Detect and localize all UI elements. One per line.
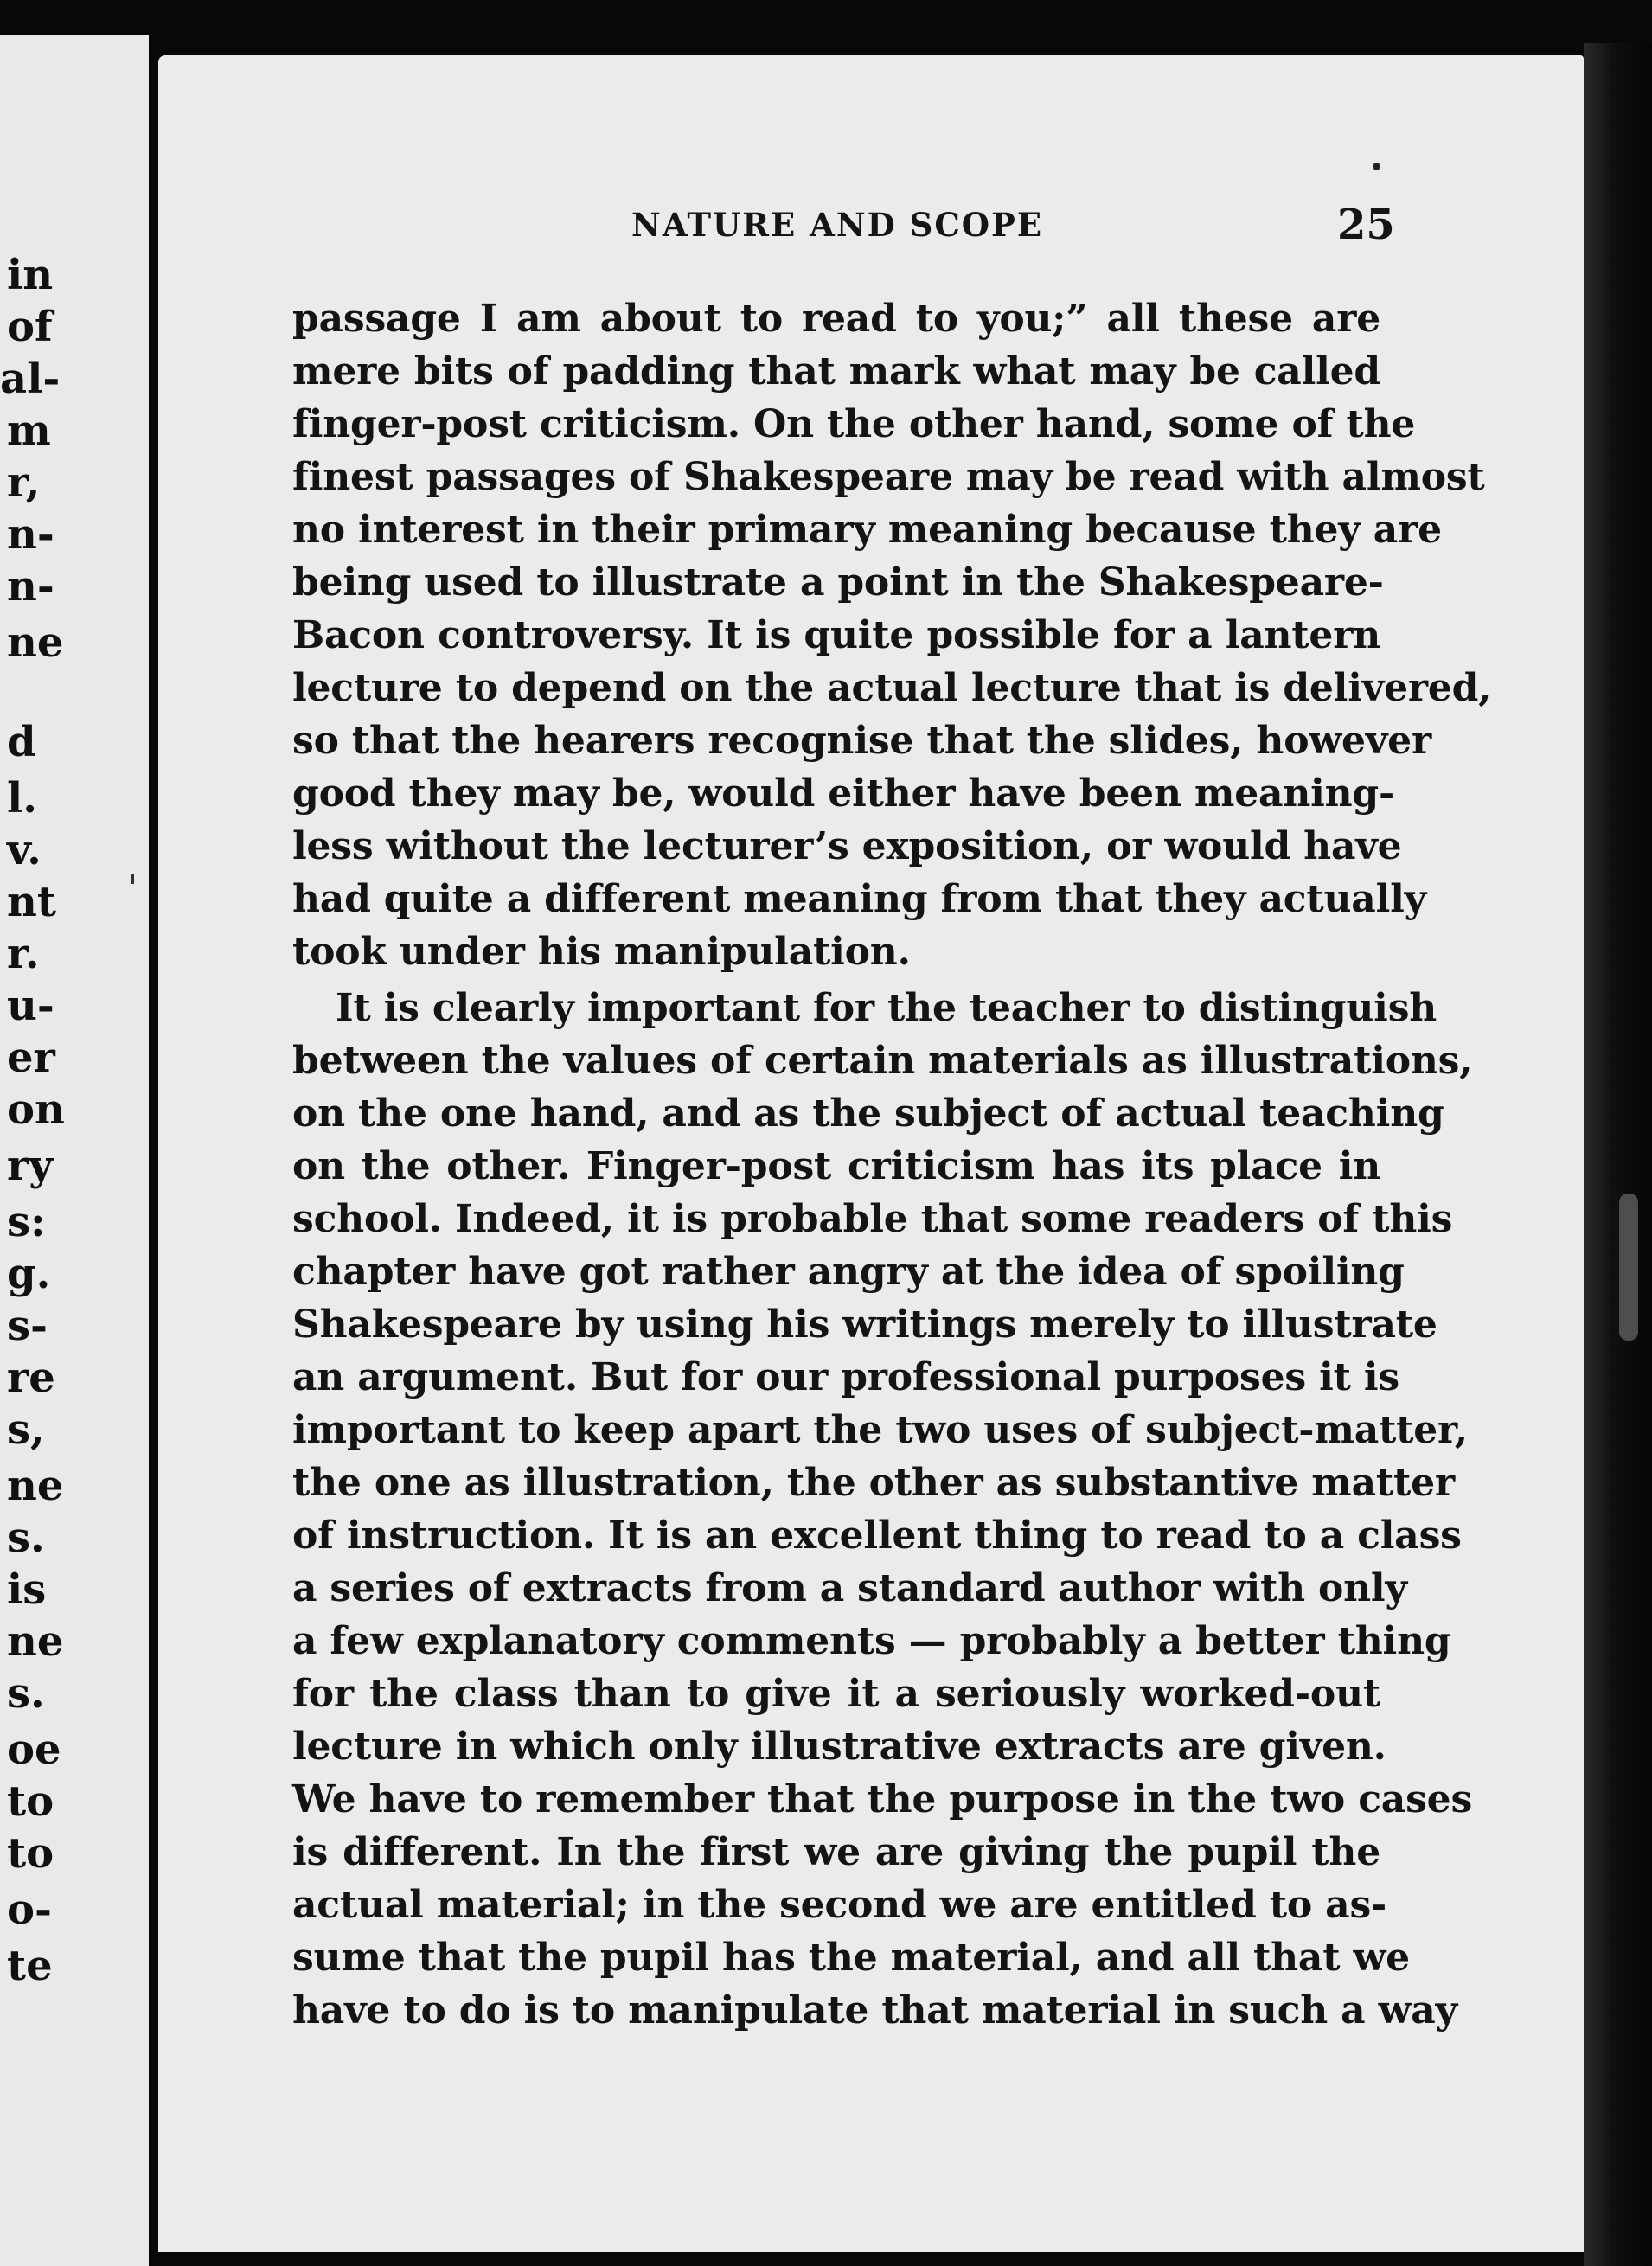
left-page-text-fragment: v.	[7, 826, 42, 874]
left-page-text-fragment: s.	[7, 1514, 45, 1562]
text-line: finest passages of Shakespeare may be read with almost	[292, 455, 1485, 499]
left-page-text-fragment: s-	[7, 1302, 48, 1350]
text-line: have to do is to manipulate that material in such a way	[292, 1988, 1457, 2032]
left-page-text-fragment: ne	[7, 1462, 64, 1510]
left-page-text-fragment: m	[7, 406, 51, 455]
text-line: being used to illustrate a point in the Shakespeare-	[292, 560, 1384, 605]
text-line: Bacon controversy. It is quite possible for a lantern	[292, 613, 1380, 657]
left-page-text-fragment: r,	[7, 458, 41, 507]
text-line: between the values of certain materials as illustrations,	[292, 1039, 1473, 1083]
text-line: We have to remember that the purpose in the two cases	[292, 1777, 1473, 1821]
text-line: is different. In the first we are giving the pupil the	[292, 1830, 1380, 1874]
left-page-text-fragment: d	[7, 718, 36, 766]
left-page-text-fragment: to	[7, 1829, 54, 1878]
left-page-text-fragment: o-	[7, 1885, 52, 1934]
scan-speck	[1373, 163, 1380, 170]
left-page-text-fragment: to	[7, 1777, 54, 1826]
text-line: so that the hearers recognise that the slides, however	[292, 719, 1431, 763]
left-page-fragment	[0, 35, 149, 2266]
text-line: a series of extracts from a standard author with only	[292, 1566, 1407, 1610]
text-line: actual material; in the second we are entitled to as-	[292, 1883, 1387, 1927]
text-line: lecture to depend on the actual lecture that is delivered,	[292, 666, 1492, 710]
left-page-text-fragment: n-	[7, 562, 54, 611]
text-line: on the other. Finger-post criticism has its place in	[292, 1144, 1380, 1188]
text-line: an argument. But for our professional purposes it is	[292, 1355, 1399, 1399]
left-page-text-fragment: s,	[7, 1405, 45, 1454]
text-line: important to keep apart the two uses of subject-matter,	[292, 1408, 1468, 1452]
text-line: less without the lecturer’s exposition, or would have	[292, 824, 1402, 868]
text-line: chapter have got rather angry at the idea of spoiling	[292, 1250, 1405, 1294]
left-page-text-fragment: n-	[7, 510, 54, 559]
left-page-text-fragment: s:	[7, 1198, 46, 1246]
text-line: sume that the pupil has the material, and all that we	[292, 1936, 1410, 1980]
left-page-text-fragment: s.	[7, 1669, 45, 1718]
left-page-text-fragment: r.	[7, 930, 40, 978]
spine-highlight	[1619, 1194, 1638, 1341]
text-line: It is clearly important for the teacher to distinguish	[336, 986, 1437, 1030]
left-page-text-fragment: te	[7, 1942, 53, 1990]
left-page-text-fragment: of	[7, 303, 53, 351]
left-page-text-fragment: ne	[7, 618, 64, 667]
text-line: the one as illustration, the other as substantive matter	[292, 1461, 1455, 1505]
page-number: 25	[1337, 201, 1395, 249]
left-page-text-fragment: er	[7, 1034, 55, 1082]
text-line: school. Indeed, it is probable that some readers of this	[292, 1197, 1453, 1241]
left-page-text-fragment: is	[7, 1565, 47, 1614]
left-page-text-fragment: re	[7, 1354, 55, 1402]
left-page-text-fragment: l.	[7, 774, 37, 823]
text-line: of instruction. It is an excellent thing to read to a class	[292, 1514, 1462, 1558]
left-page-text-fragment: al-	[0, 355, 61, 403]
left-page-text-fragment: oe	[7, 1725, 61, 1774]
margin-mark	[131, 874, 134, 884]
text-line: mere bits of padding that mark what may be called	[292, 349, 1380, 394]
running-head: NATURE AND SCOPE	[631, 206, 1044, 244]
text-line: took under his manipulation.	[292, 930, 911, 974]
text-line: good they may be, would either have been meaning-	[292, 771, 1395, 816]
book-spine	[1584, 43, 1652, 2266]
text-line: a few explanatory comments — probably a better thing	[292, 1619, 1451, 1663]
left-page-text-fragment: in	[7, 251, 54, 299]
text-line: Shakespeare by using his writings merely to illustrate	[292, 1303, 1437, 1347]
text-line: passage I am about to read to you;” all these are	[292, 297, 1380, 341]
text-line: for the class than to give it a seriously worked-out	[292, 1672, 1380, 1716]
text-line: finger-post criticism. On the other hand, some of the	[292, 402, 1416, 446]
left-page-text-fragment: g.	[7, 1250, 51, 1298]
left-page-text-fragment: ry	[7, 1142, 54, 1190]
left-page-text-fragment: on	[7, 1085, 65, 1134]
text-line: no interest in their primary meaning because they are	[292, 508, 1442, 552]
left-page-text-fragment: nt	[7, 878, 57, 926]
left-page-text-fragment: ne	[7, 1617, 64, 1666]
left-page-text-fragment: u-	[7, 982, 54, 1030]
text-line: had quite a different meaning from that they actually	[292, 877, 1427, 921]
text-line: lecture in which only illustrative extracts are given.	[292, 1725, 1386, 1769]
text-line: on the one hand, and as the subject of actual teaching	[292, 1091, 1444, 1136]
